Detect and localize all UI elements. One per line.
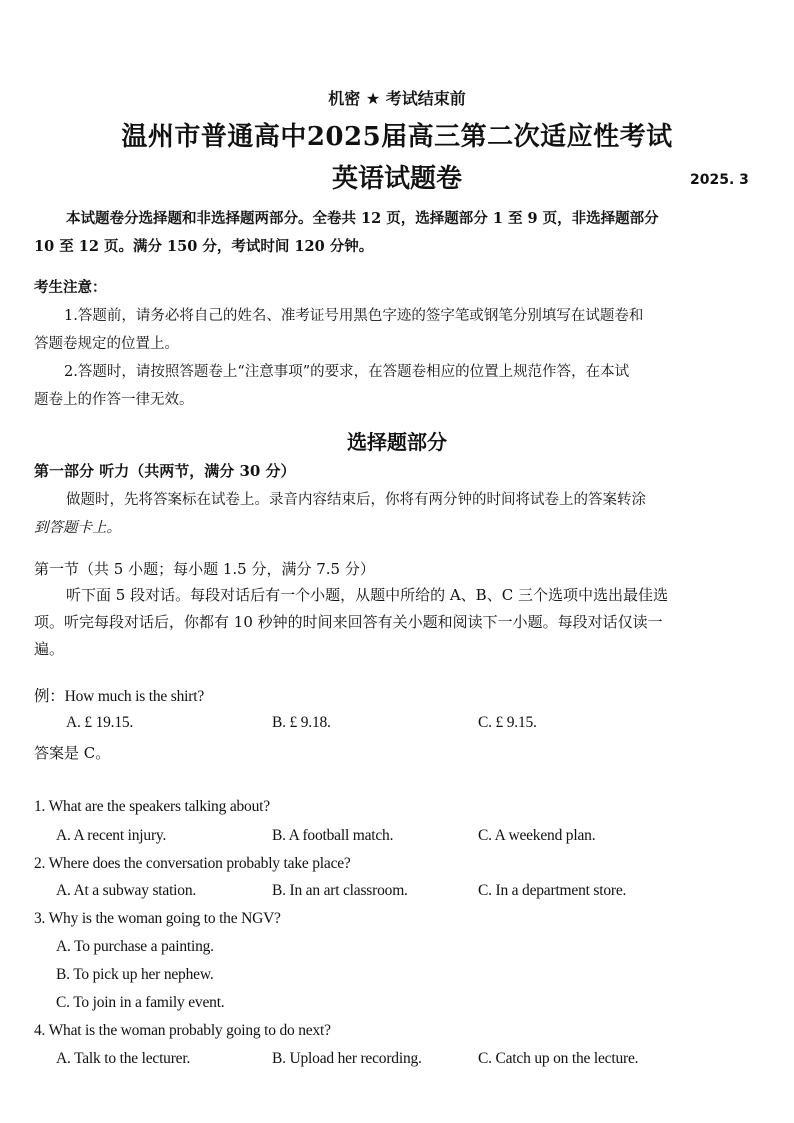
example-label: 例： [34,687,65,705]
question-4-option-a: A. Talk to the lecturer. [56,1050,191,1067]
question-1: 1. What are the speakers talking about? [34,798,270,815]
section-title: 选择题部分 [347,430,447,454]
question-4-option-b: B. Upload her recording. [272,1050,422,1067]
section1-heading: 第一节（共 5 小题；每小题 1.5 分，满分 7.5 分） [34,560,375,578]
exam-date: 2025. 3 [690,172,749,188]
question-3: 3. Why is the woman going to the NGV? [34,910,281,927]
part1-desc-line-2: 到答题卡上。 [34,520,121,536]
example-option-c: C. £ 9.15. [478,714,537,731]
question-2: 2. Where does the conversation probably take place? [34,855,351,872]
part1-desc-line-1: 做题时，先将答案标在试卷上。录音内容结束后，你将有两分钟的时间将试卷上的答案转涂 [66,492,646,508]
question-2-option-c: C. In a department store. [478,882,627,899]
question-2-option-a: A. At a subway station. [56,882,197,899]
intro-line-1: 本试题卷分选择题和非选择题两部分。全卷共 12 页，选择题部分 1 至 9 页，非选择题部分 [66,210,659,227]
section1-desc-line-3: 遍。 [34,640,65,658]
question-1-option-a: A. A recent injury. [56,827,167,844]
example-question [34,684,204,706]
question-3-option-b: B. To pick up her nephew. [56,966,214,983]
exam-title: 温州市普通高中2025届高三第二次适应性考试 [121,122,673,152]
example-option-b: B. £ 9.18. [272,714,331,731]
notice-item-2-line-1: 2.答题时，请按照答题卷上“注意事项”的要求，在答题卷相应的位置上规范作答，在本试 [64,364,630,380]
question-4: 4. What is the woman probably going to do next? [34,1022,331,1039]
part1-heading: 第一部分 听力（共两节，满分 30 分） [34,462,296,480]
question-1-option-b: B. A football match. [272,827,394,844]
question-1-option-c: C. A weekend plan. [478,827,596,844]
section1-desc-line-1: 听下面 5 段对话。每段对话后有一个小题，从题中所给的 A、B、C 三个选项中选出最佳选 [66,586,668,604]
question-3-option-c: C. To join in a family event. [56,994,225,1011]
example-answer: 答案是 C。 [34,744,111,762]
confidential-label: 机密 ★ 考试结束前 [328,89,466,108]
notice-item-1-line-2: 答题卷规定的位置上。 [34,336,179,352]
notice-heading: 考生注意： [34,279,107,296]
example-question-text: How much is the shirt? [64,688,204,705]
question-2-option-b: B. In an art classroom. [272,882,408,899]
notice-item-2-line-2: 题卷上的作答一律无效。 [34,392,194,408]
notice-item-1-line-1: 1.答题前，请务必将自己的姓名、准考证号用黑色字迹的签字笔或钢笔分别填写在试题卷和 [64,308,644,324]
intro-line-2: 10 至 12 页。满分 150 分，考试时间 120 分钟。 [34,238,374,255]
example-option-a: A. £ 19.15. [66,714,134,731]
question-3-option-a: A. To purchase a painting. [56,938,214,955]
question-4-option-c: C. Catch up on the lecture. [478,1050,639,1067]
section1-desc-line-2: 项。听完每段对话后，你都有 10 秒钟的时间来回答有关小题和阅读下一小题。每段对话仅读一 [34,613,663,631]
exam-subtitle: 英语试题卷 [331,164,462,194]
